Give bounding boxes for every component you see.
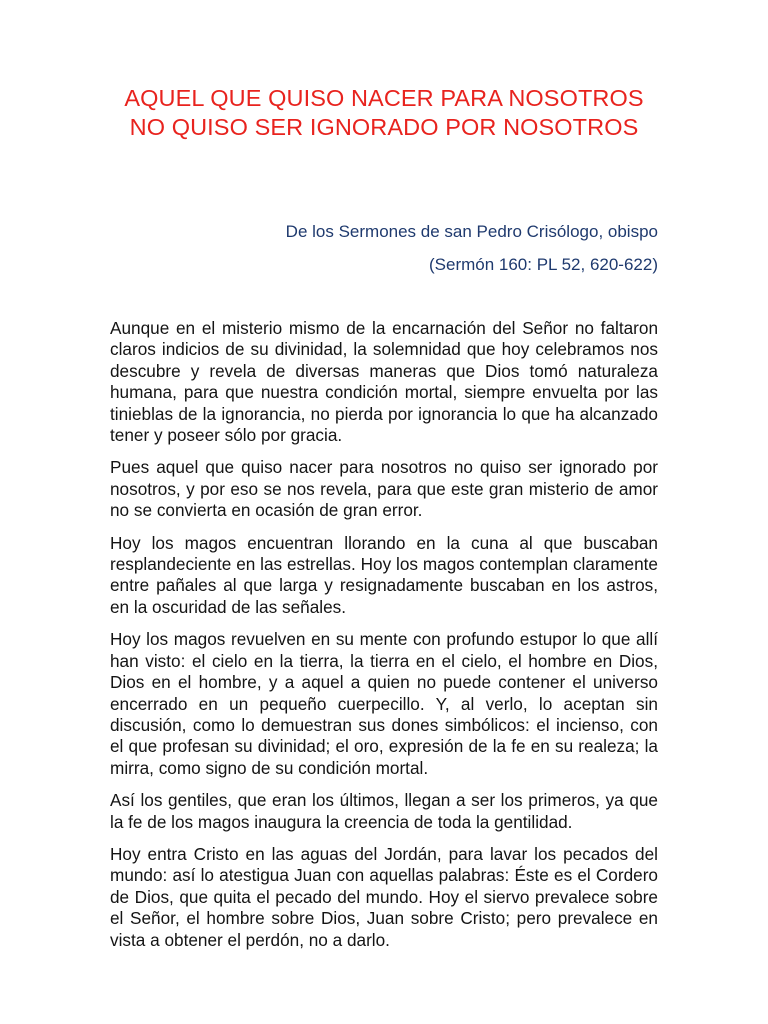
document-title [110,84,658,142]
paragraph-2: Pues aquel que quiso nacer para nosotros no quiso ser ignorado por nosotros, y por eso se nos revela, para que este gran misterio de amor no se convierta en ocasión de gran error. [110,457,658,521]
source-reference: (Sermón 160: PL 52, 620-622) [428,255,658,274]
document-body [110,318,658,951]
source-attribution: De los Sermones de san Pedro Crisólogo, obispo [285,222,658,241]
title-line-2: NO QUISO SER IGNORADO POR NOSOTROS [129,114,639,140]
paragraph-1: Aunque en el misterio mismo de la encarnación del Señor no faltaron claros indicios de su divinidad, la solemnidad que hoy celebramos nos descubre y revela de diversas maneras que Dios tomó naturaleza humana, para que nuestra condición mortal, siempre envuelta por las tinieblas de la ignorancia, no pierda por ignorancia lo que ha alcanzado tener y poseer sólo por gracia. [110,318,658,446]
title-line-1: AQUEL QUE QUISO NACER PARA NOSOTROS [124,85,644,111]
paragraph-4: Hoy los magos revuelven en su mente con profundo estupor lo que allí han visto: el cielo en la tierra, la tierra en el cielo, el hombre en Dios, Dios en el hombre, y a aquel a quien no puede contener el universo encerrado en un pequeño cuerpecillo. Y, al verlo, lo aceptan sin discusión, como lo demuestran sus dones simbólicos: el incienso, con el que profesan su divinidad; el oro, expresión de la fe en su realeza; la mirra, como signo de su condición mortal. [110,629,658,778]
source-block [110,222,658,275]
paragraph-6: Hoy entra Cristo en las aguas del Jordán, para lavar los pecados del mundo: así lo atestigua Juan con aquellas palabras: Éste es el Cordero de Dios, que quita el pecado del mundo. Hoy el siervo prevalece sobre el Señor, el hombre sobre Dios, Juan sobre Cristo; pero prevalece en vista a obtener el perdón, no a darlo. [110,843,658,950]
paragraph-5: Así los gentiles, que eran los últimos, llegan a ser los primeros, ya que la fe de los magos inaugura la creencia de toda la gentilidad. [110,790,658,832]
paragraph-3: Hoy los magos encuentran llorando en la cuna al que buscaban resplandeciente en las estrellas. Hoy los magos contemplan claramente entre pañales al que larga y resignadamente buscaban en los astros, en la oscuridad de las señales. [110,532,658,617]
